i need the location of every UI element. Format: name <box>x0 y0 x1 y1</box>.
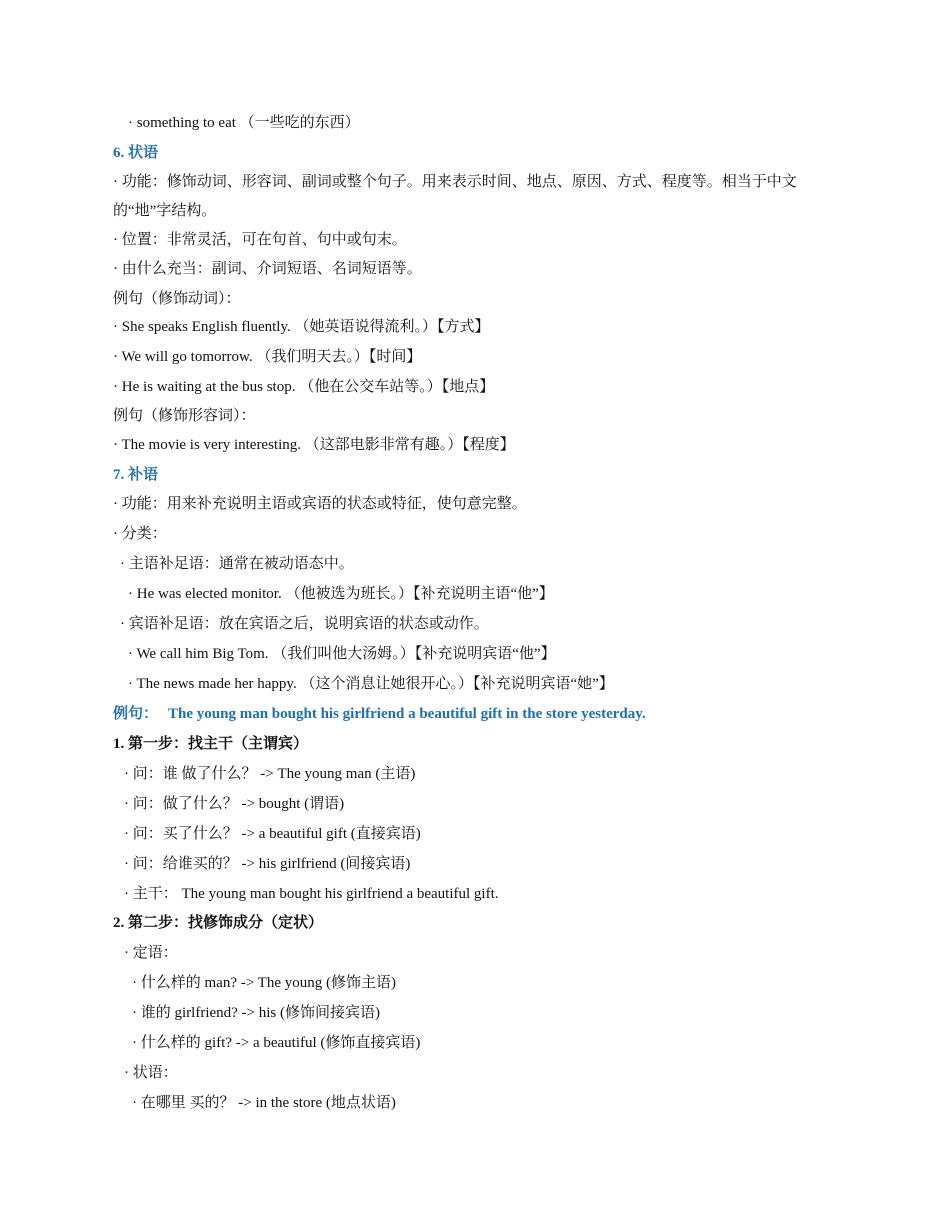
list-item: · The news made her happy. （这个消息让她很开心。）【补充说明宾语“她”】 <box>128 676 614 692</box>
list-item: · 在哪里 买的？ -> in the store (地点状语) <box>132 1095 396 1111</box>
list-item: · He was elected monitor. （他被选为班长。）【补充说明主语“他”】 <box>128 586 554 602</box>
list-item: · 位置：非常灵活，可在句首、句中或句末。 <box>113 232 407 248</box>
list-item: · 功能：用来补充说明主语或宾语的状态或特征，使句意完整。 <box>113 496 527 512</box>
list-item: · 状语： <box>124 1065 178 1081</box>
list-item: · 问：做了什么？ -> bought (谓语) <box>124 796 345 812</box>
list-item: · 什么样的 man? -> The young (修饰主语) <box>132 975 396 991</box>
list-item: · 主干： The young man bought his girlfriend a beautiful gift. <box>124 886 499 902</box>
example-label: 例句（修饰形容词）： <box>113 408 256 424</box>
example-sentence-text: The young man bought his girlfriend a beautiful gift in the store yesterday. <box>168 706 646 722</box>
list-item: · 宾语补足语：放在宾语之后，说明宾语的状态或动作。 <box>120 616 489 632</box>
step-heading: 1. 第一步：找主干（主谓宾） <box>113 736 309 752</box>
list-item: · something to eat （一些吃的东西） <box>128 115 360 131</box>
list-item: · 问：买了什么？ -> a beautiful gift (直接宾语) <box>124 826 421 842</box>
list-item: · 什么样的 gift? -> a beautiful (修饰直接宾语) <box>132 1035 421 1051</box>
list-item: · 定语： <box>124 945 178 961</box>
list-item: · 由什么充当：副词、介词短语、名词短语等。 <box>113 261 422 277</box>
list-item: · 问：谁 做了什么？ -> The young man (主语) <box>124 766 416 782</box>
section-heading-adverbial: 6. 状语 <box>113 145 159 161</box>
example-sentence <box>113 704 833 724</box>
section-heading-complement: 7. 补语 <box>113 467 159 483</box>
list-item: · 谁的 girlfriend? -> his (修饰间接宾语) <box>132 1005 380 1021</box>
example-label: 例句（修饰动词）： <box>113 291 241 307</box>
list-item: · 功能：修饰动词、形容词、副词或整个句子。用来表示时间、地点、原因、方式、程度等。相当于中文的“地”字结构。 <box>113 174 797 219</box>
list-item: · 分类： <box>113 526 167 542</box>
example-label: 例句： <box>113 706 159 722</box>
list-item: · 主语补足语：通常在被动语态中。 <box>120 556 354 572</box>
list-item: · 问：给谁买的？ -> his girlfriend (间接宾语) <box>124 856 411 872</box>
step-heading: 2. 第二步：找修饰成分（定状） <box>113 915 324 931</box>
list-item: · The movie is very interesting. （这部电影非常有趣。）【程度】 <box>113 437 515 453</box>
list-item: · We call him Big Tom. （我们叫他大汤姆。）【补充说明宾语“他”】 <box>128 646 556 662</box>
list-item: · She speaks English fluently. （她英语说得流利。）【方式】 <box>113 319 490 335</box>
list-item: · He is waiting at the bus stop. （他在公交车站等。）【地点】 <box>113 379 495 395</box>
list-item: · We will go tomorrow. （我们明天去。）【时间】 <box>113 349 422 365</box>
